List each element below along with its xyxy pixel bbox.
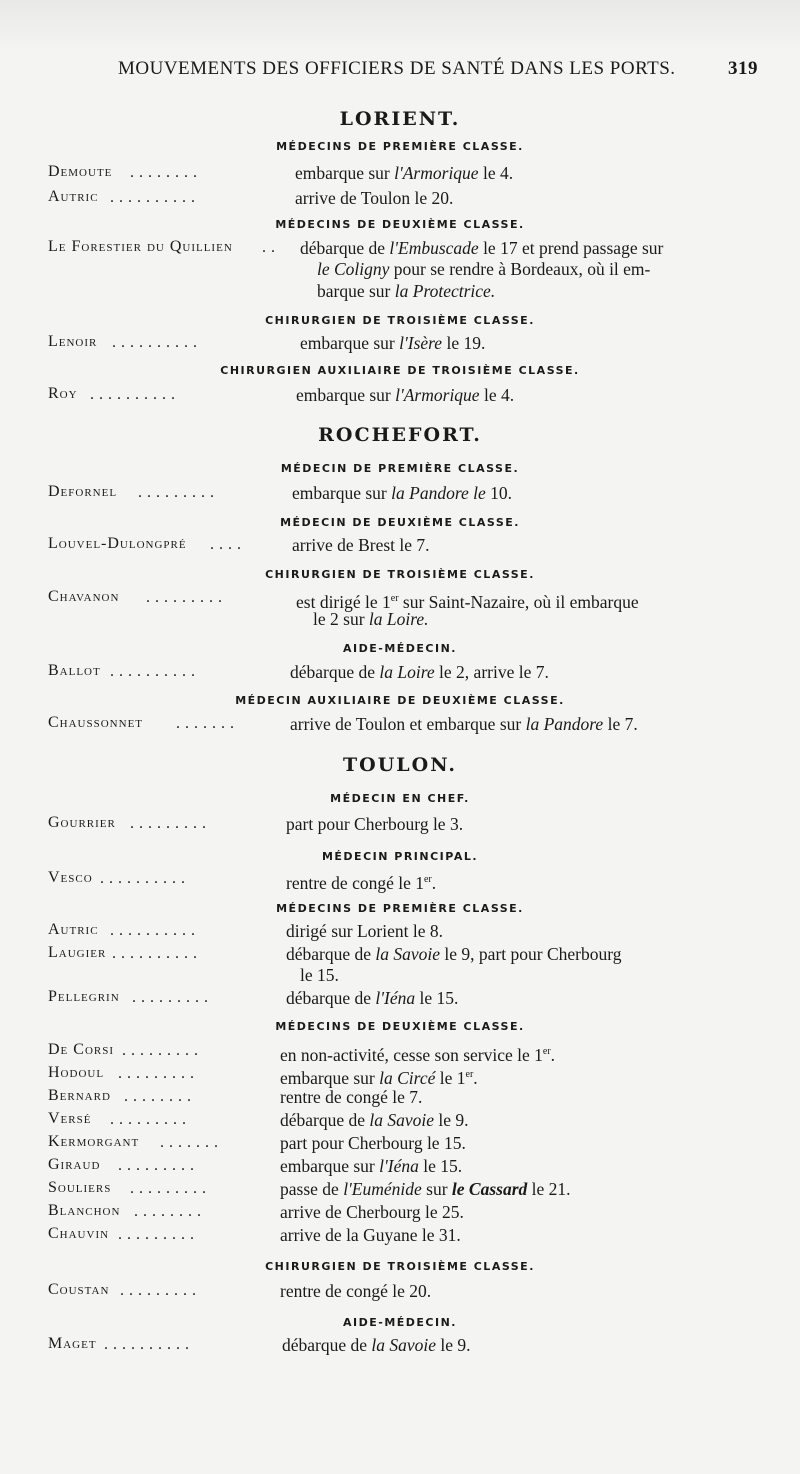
grade-heading: CHIRURGIEN DE TROISIÈME CLASSE.: [265, 314, 535, 327]
grade-heading: CHIRURGIEN DE TROISIÈME CLASSE.: [265, 1260, 535, 1273]
entry-action: arrive de Toulon le 20.: [295, 188, 454, 208]
officer-name: Vesco: [48, 869, 93, 886]
officer-name: Bernard: [48, 1087, 111, 1104]
entry-action: part pour Cherbourg le 15.: [280, 1133, 466, 1153]
grade-heading: MÉDECIN DE DEUXIÈME CLASSE.: [280, 516, 520, 529]
officer-name: Roy: [48, 385, 78, 402]
entry-action: débarque de la Savoie le 9.: [282, 1335, 471, 1355]
officer-name: Lenoir: [48, 333, 98, 350]
grade-heading: CHIRURGIEN AUXILIAIRE DE TROISIÈME CLASSE.: [220, 364, 580, 377]
entry-action: embarque sur l'Isère le 19.: [300, 333, 486, 353]
officer-name: Blanchon: [48, 1202, 121, 1219]
officer-name: Chavanon: [48, 588, 120, 605]
entry-action-continued: le Coligny pour se rendre à Bordeaux, où il em-: [317, 259, 651, 279]
entry-row: Versé ......... débarque de la Savoie le 9.: [48, 1110, 469, 1130]
entry-action: part pour Cherbourg le 3.: [286, 814, 464, 834]
entry-action: est dirigé le 1er sur Saint-Nazaire, où il embarque: [296, 591, 639, 612]
officer-name: Hodoul: [48, 1064, 105, 1081]
grade-heading: MÉDECIN AUXILIAIRE DE DEUXIÈME CLASSE.: [235, 694, 565, 707]
entry-action: embarque sur l'Iéna le 15.: [280, 1156, 463, 1176]
entry-action: rentre de congé le 1er.: [286, 872, 437, 893]
entry-action: en non-activité, cesse son service le 1er.: [280, 1044, 556, 1065]
port-heading-lorient: LORIENT.: [339, 108, 461, 130]
entry-action: embarque sur l'Armorique le 4.: [295, 163, 514, 183]
officer-name: Chauvin: [48, 1225, 110, 1242]
officer-name: Le Forestier du Quillien: [48, 238, 233, 255]
entry-row: Hodoul ......... embarque sur la Circé le 1er.: [48, 1064, 478, 1088]
entry-action: embarque sur la Pandore le 10.: [292, 483, 512, 503]
grade-heading: AIDE-MÉDECIN.: [343, 1316, 457, 1329]
officer-name: Giraud: [48, 1156, 101, 1173]
entry-row: Pellegrin ......... débarque de l'Iéna le 15.: [48, 988, 459, 1008]
grade-heading: MÉDECIN PRINCIPAL.: [321, 850, 479, 863]
entry-row: Roy .......... embarque sur l'Armorique le 4.: [48, 385, 515, 405]
officer-name: Autric: [48, 921, 99, 938]
port-heading-rochefort: ROCHEFORT.: [318, 424, 482, 446]
entry-action: dirigé sur Lorient le 8.: [286, 921, 443, 941]
entry-row: Blanchon ........ arrive de Cherbourg le 25.: [48, 1202, 464, 1222]
running-head-title: MOUVEMENTS DES OFFICIERS DE SANTÉ DANS LES PORTS.: [118, 58, 676, 79]
grade-heading: MÉDECINS DE PREMIÈRE CLASSE.: [276, 140, 524, 153]
entry-row: Ballot .......... débarque de la Loire le 2, arrive le 7.: [48, 662, 549, 682]
officer-name: Versé: [48, 1110, 92, 1127]
entry-action: débarque de la Loire le 2, arrive le 7.: [290, 662, 549, 682]
page-number: 319: [728, 58, 758, 79]
grade-heading: MÉDECIN DE PREMIÈRE CLASSE.: [280, 462, 520, 475]
entry-row: Maget .......... débarque de la Savoie le 9.: [48, 1335, 471, 1355]
running-head: [118, 58, 758, 80]
officer-name: Defornel: [48, 483, 118, 500]
entry-action: rentre de congé le 7.: [280, 1087, 423, 1107]
entry-action: arrive de Brest le 7.: [292, 535, 430, 555]
grade-heading: MÉDECIN EN CHEF.: [330, 792, 470, 805]
officer-name: Ballot: [48, 662, 101, 679]
entry-row: Chavanon ......... est dirigé le 1er sur Saint-Nazaire, où il embarque: [48, 588, 639, 612]
officer-name: Kermorgant: [48, 1133, 140, 1150]
entry-row: Souliers ......... passe de l'Euménide sur le Cassard le 21.: [48, 1179, 571, 1199]
officer-name: Chaussonnet: [48, 714, 144, 731]
officer-name: De Corsi: [48, 1041, 115, 1058]
entry-row: Autric .......... arrive de Toulon le 20.: [48, 188, 454, 208]
entry-row: Chaussonnet ....... arrive de Toulon et embarque sur la Pandore le 7.: [48, 714, 638, 734]
entry-row: Bernard ........ rentre de congé le 7.: [48, 1087, 423, 1107]
entry-action-continued: barque sur la Protectrice.: [317, 281, 496, 301]
entry-row: Giraud ......... embarque sur l'Iéna le 15.: [48, 1156, 463, 1176]
grade-heading: AIDE-MÉDECIN.: [343, 642, 457, 655]
officer-name: Souliers: [48, 1179, 112, 1196]
entry-row: Kermorgant ....... part pour Cherbourg le 15.: [48, 1133, 466, 1153]
entry-row: Lenoir .......... embarque sur l'Isère le 19.: [48, 333, 486, 353]
entry-row: Demoute ........ embarque sur l'Armorique le 4.: [48, 163, 514, 183]
officer-name: Louvel-Dulongpré: [48, 535, 187, 552]
entry-row: Chauvin ......... arrive de la Guyane le 31.: [48, 1225, 461, 1245]
port-heading-toulon: TOULON.: [343, 754, 457, 776]
entry-action: débarque de l'Iéna le 15.: [286, 988, 459, 1008]
entry-action: arrive de Cherbourg le 25.: [280, 1202, 464, 1222]
grade-heading: MÉDECINS DE PREMIÈRE CLASSE.: [276, 902, 524, 915]
entry-row: De Corsi ......... en non-activité, cesse son service le 1er.: [48, 1041, 556, 1065]
entry-row: Autric .......... dirigé sur Lorient le 8.: [48, 921, 443, 941]
officer-name: Coustan: [48, 1281, 110, 1298]
entry-action-continued: le 15.: [300, 965, 339, 985]
entry-action: arrive de Toulon et embarque sur la Pandore le 7.: [290, 714, 638, 734]
entry-row: Defornel ......... embarque sur la Pandore le 10.: [48, 483, 512, 503]
entry-action: débarque de la Savoie le 9.: [280, 1110, 469, 1130]
grade-heading: CHIRURGIEN DE TROISIÈME CLASSE.: [265, 568, 535, 581]
entry-action: arrive de la Guyane le 31.: [280, 1225, 461, 1245]
officer-name: Demoute: [48, 163, 113, 180]
entry-action: débarque de la Savoie le 9, part pour Cherbourg: [286, 944, 622, 964]
entry-row: Vesco .......... rentre de congé le 1er.: [48, 869, 437, 893]
entry-action: débarque de l'Embuscade le 17 et prend passage sur: [300, 238, 664, 258]
page-top-bleed: [0, 0, 800, 52]
officer-name: Autric: [48, 188, 99, 205]
entry-row: Louvel-Dulongpré .... arrive de Brest le 7.: [48, 535, 430, 555]
entry-action: embarque sur l'Armorique le 4.: [296, 385, 515, 405]
entry-action: embarque sur la Circé le 1er.: [280, 1067, 478, 1088]
officer-name: Maget: [48, 1335, 97, 1352]
grade-heading: MÉDECINS DE DEUXIÈME CLASSE.: [275, 218, 525, 231]
entry-action: passe de l'Euménide sur le Cassard le 21.: [280, 1179, 571, 1199]
grade-heading: MÉDECINS DE DEUXIÈME CLASSE.: [275, 1020, 525, 1033]
entry-row: Coustan ......... rentre de congé le 20.: [48, 1281, 432, 1301]
officer-name: Gourrier: [48, 814, 116, 831]
officer-name: Laugier: [48, 944, 107, 961]
entry-row: Laugier .......... débarque de la Savoie le 9, part pour Cherbourg: [48, 944, 622, 964]
officer-name: Pellegrin: [48, 988, 120, 1005]
entry-row: Le Forestier du Quillien .. débarque de l'Embuscade le 17 et prend passage sur: [48, 238, 664, 258]
entry-row: Gourrier ......... part pour Cherbourg le 3.: [48, 814, 464, 834]
entry-action-continued: le 2 sur la Loire.: [313, 609, 429, 629]
entry-action: rentre de congé le 20.: [280, 1281, 432, 1301]
